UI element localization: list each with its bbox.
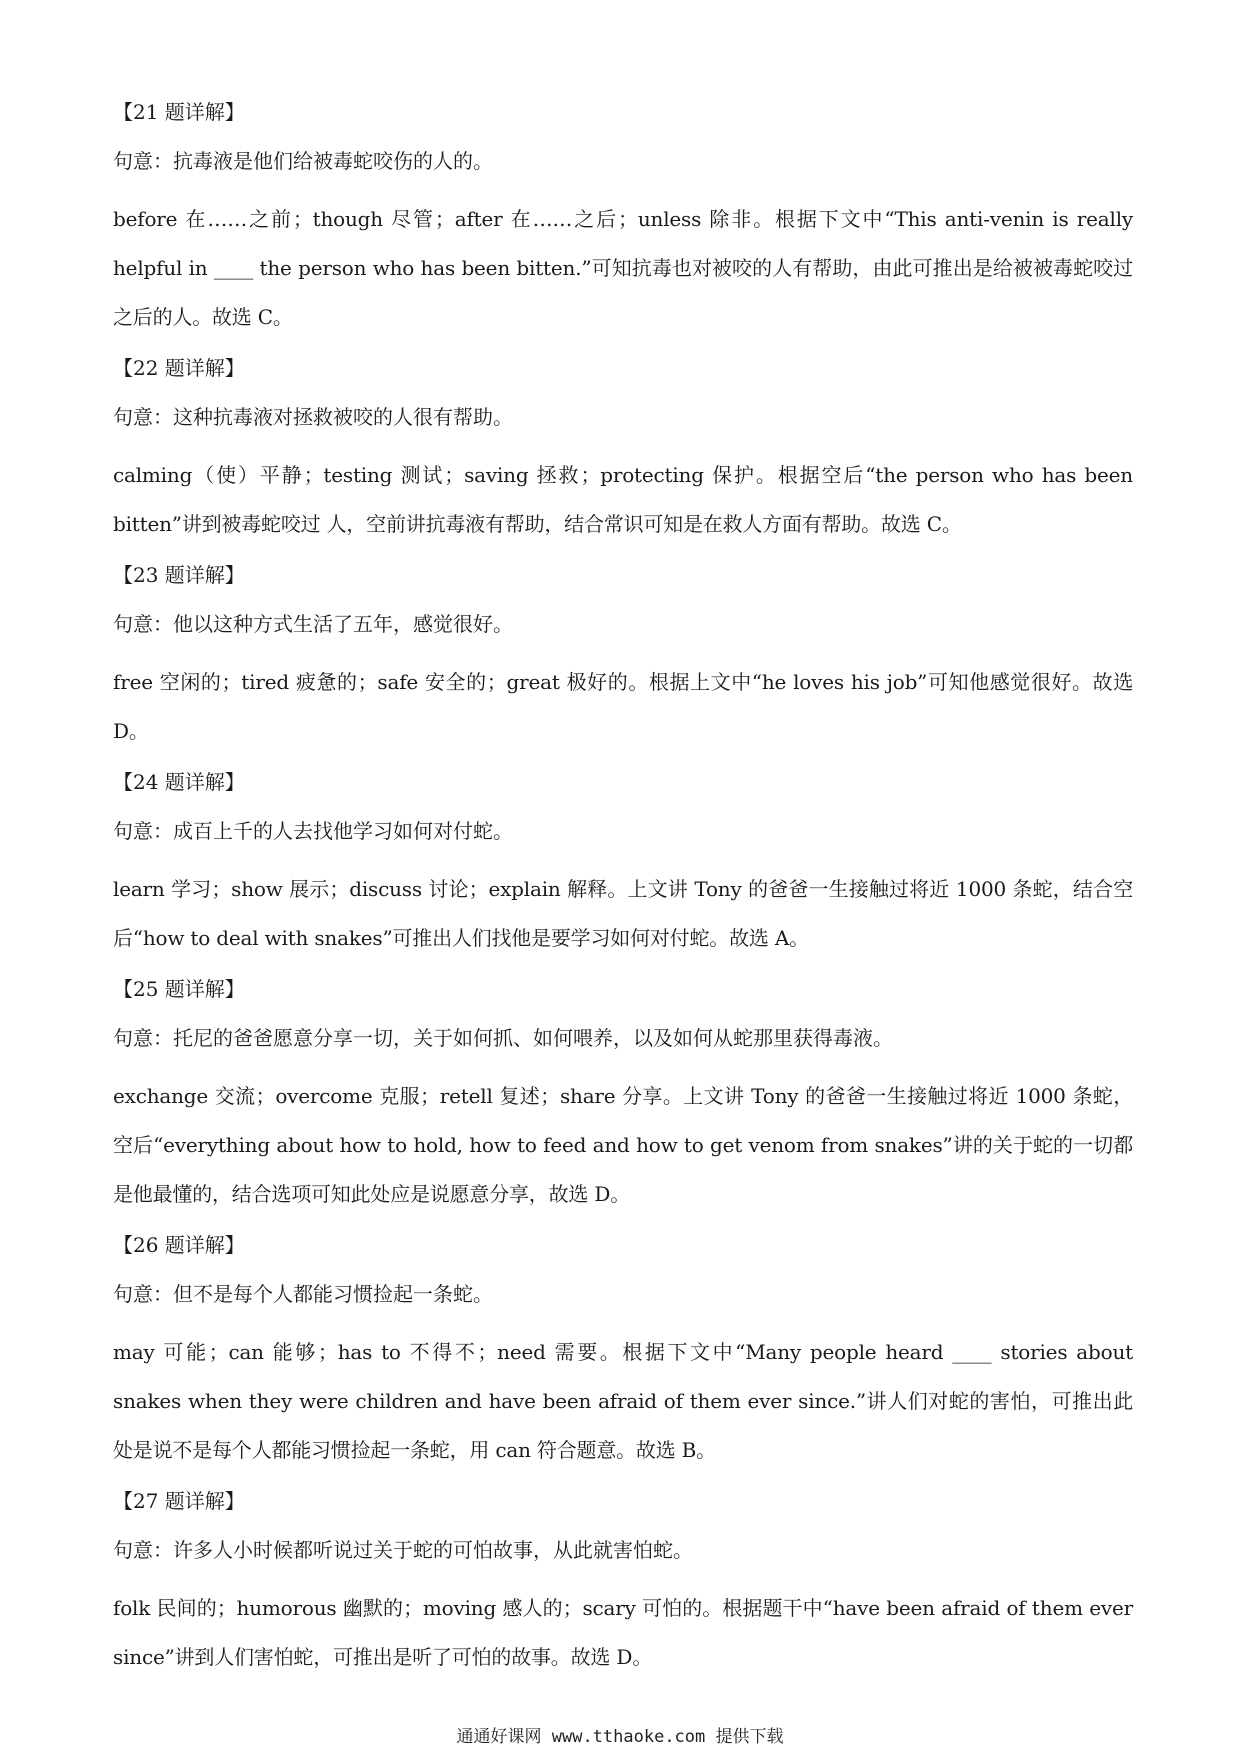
explanation: may 可能；can 能够；has to 不得不；need 需要。根据下文中“Many people heard ____ stories about snakes when they were children and have been afraid of them ever since.”讲人们对蛇的害怕，可推出此处是说不是每个人都能习惯捡起一条蛇，用 can 符合题意。故选 B。 [113,1340,1133,1462]
section-heading: 【25 题详解】 [113,977,245,1001]
document-body [113,98,1133,1694]
explanation: learn 学习；show 展示；discuss 讨论；explain 解释。上文讲 Tony 的爸爸一生接触过将近 1000 条蛇，结合空后“how to deal with snakes”可推出人们找他是要学习如何对付蛇。故选 A。 [113,877,1133,950]
section-heading: 【23 题详解】 [113,563,245,587]
section-heading: 【22 题详解】 [113,356,245,380]
answer-section-27 [113,1487,1133,1682]
answer-section-26 [113,1231,1133,1475]
section-heading: 【26 题详解】 [113,1233,245,1257]
sentence-meaning: 句意：许多人小时候都听说过关于蛇的可怕故事，从此就害怕蛇。 [113,1538,693,1562]
sentence-meaning: 句意：托尼的爸爸愿意分享一切，关于如何抓、如何喂养，以及如何从蛇那里获得毒液。 [113,1026,893,1050]
answer-section-22 [113,354,1133,549]
explanation: free 空闲的；tired 疲惫的；safe 安全的；great 极好的。根据上文中“he loves his job”可知他感觉很好。故选 D。 [113,670,1133,743]
explanation: calming（使）平静；testing 测试；saving 拯救；protecting 保护。根据空后“the person who has been bitten”讲到被毒蛇咬过 人，空前讲抗毒液有帮助，结合常识可知是在救人方面有帮助。故选 C。 [113,463,1133,536]
sentence-meaning: 句意：这种抗毒液对拯救被咬的人很有帮助。 [113,405,513,429]
section-heading: 【24 题详解】 [113,770,245,794]
sentence-meaning: 句意：他以这种方式生活了五年，感觉很好。 [113,612,513,636]
answer-section-24 [113,768,1133,963]
explanation: exchange 交流；overcome 克服；retell 复述；share 分享。上文讲 Tony 的爸爸一生接触过将近 1000 条蛇，空后“everything about how to hold, how to feed and how to get venom from snakes”讲的关于蛇的一切都是他最懂的，结合选项可知此处应是说愿意分享，故选 D。 [113,1084,1133,1206]
explanation: before 在……之前；though 尽管；after 在……之后；unless 除非。根据下文中“This anti-venin is really helpful in ____ the person who has been bitten.”可知抗毒也对被咬的人有帮助，由此可推出是给被被毒蛇咬过之后的人。故选 C。 [113,207,1133,329]
sentence-meaning: 句意：但不是每个人都能习惯捡起一条蛇。 [113,1282,493,1306]
section-heading: 【27 题详解】 [113,1489,245,1513]
answer-section-25 [113,975,1133,1219]
explanation: folk 民间的；humorous 幽默的；moving 感人的；scary 可怕的。根据题干中“have been afraid of them ever since”讲到人们害怕蛇，可推出是听了可怕的故事。故选 D。 [113,1596,1133,1669]
section-heading: 【21 题详解】 [113,100,245,124]
sentence-meaning: 句意：成百上千的人去找他学习如何对付蛇。 [113,819,513,843]
answer-section-21 [113,98,1133,342]
sentence-meaning: 句意：抗毒液是他们给被毒蛇咬伤的人的。 [113,149,493,173]
page-footer: 通通好课网 www.tthaoke.com 提供下载 [456,1727,784,1747]
answer-section-23 [113,561,1133,756]
